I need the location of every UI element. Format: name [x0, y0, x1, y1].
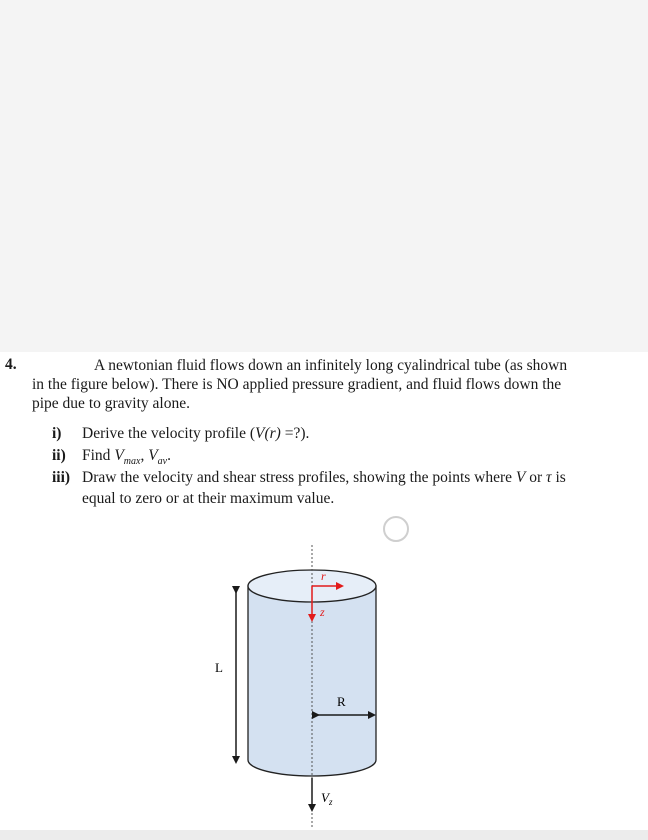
vmax-subscript: max	[123, 456, 141, 468]
vz-label	[321, 790, 333, 807]
subquestion-iii-is: is	[551, 469, 566, 486]
intro-line-3: pipe due to gravity alone.	[32, 395, 190, 412]
vz-label-main: V	[321, 790, 329, 805]
velocity-symbol: V	[515, 469, 526, 486]
subquestion-i-number: i)	[52, 425, 62, 442]
intro-line-2: in the figure below). There is NO applied pressure gradient, and fluid flows down the	[32, 376, 562, 393]
blank-top-area	[0, 0, 648, 352]
question-number: 4.	[5, 356, 17, 373]
intro-line-1: A newtonian fluid flows down an infinitely long cyalindrical tube (as shown	[94, 357, 568, 374]
selection-circle[interactable]	[383, 516, 409, 542]
subquestion-ii-separator: ,	[140, 447, 149, 464]
subquestion-ii-number: ii)	[52, 447, 66, 464]
subquestion-i-math: V(r)	[255, 425, 281, 442]
subquestion-ii-text: Find	[82, 447, 115, 464]
question-intro	[32, 356, 642, 413]
subquestion-iii-or: or	[525, 469, 547, 486]
z-label: z	[320, 605, 325, 619]
subquestion-ii-text-end: .	[167, 447, 171, 464]
cylinder-figure	[200, 540, 410, 830]
subquestion-i-text: Derive the velocity profile (	[82, 425, 256, 442]
subquestion-i	[52, 424, 309, 443]
subquestion-i-text-end: =?).	[280, 425, 310, 442]
subquestion-iii-text: Draw the velocity and shear stress profiles, showing the points where	[82, 469, 516, 486]
radius-label: R	[337, 694, 346, 709]
subquestion-iii-line-2: equal to zero or at their maximum value.	[82, 490, 335, 507]
subquestion-iii	[52, 468, 566, 487]
vav-subscript: av	[157, 456, 168, 468]
vmax-symbol: V	[114, 447, 124, 464]
vav-symbol: V	[148, 447, 158, 464]
vz-label-sub: z	[328, 797, 333, 807]
r-label: r	[321, 569, 326, 583]
tau-symbol: τ	[546, 469, 552, 486]
length-label: L	[215, 660, 223, 675]
bottom-strip	[0, 830, 648, 840]
subquestion-iii-number: iii)	[52, 469, 71, 486]
